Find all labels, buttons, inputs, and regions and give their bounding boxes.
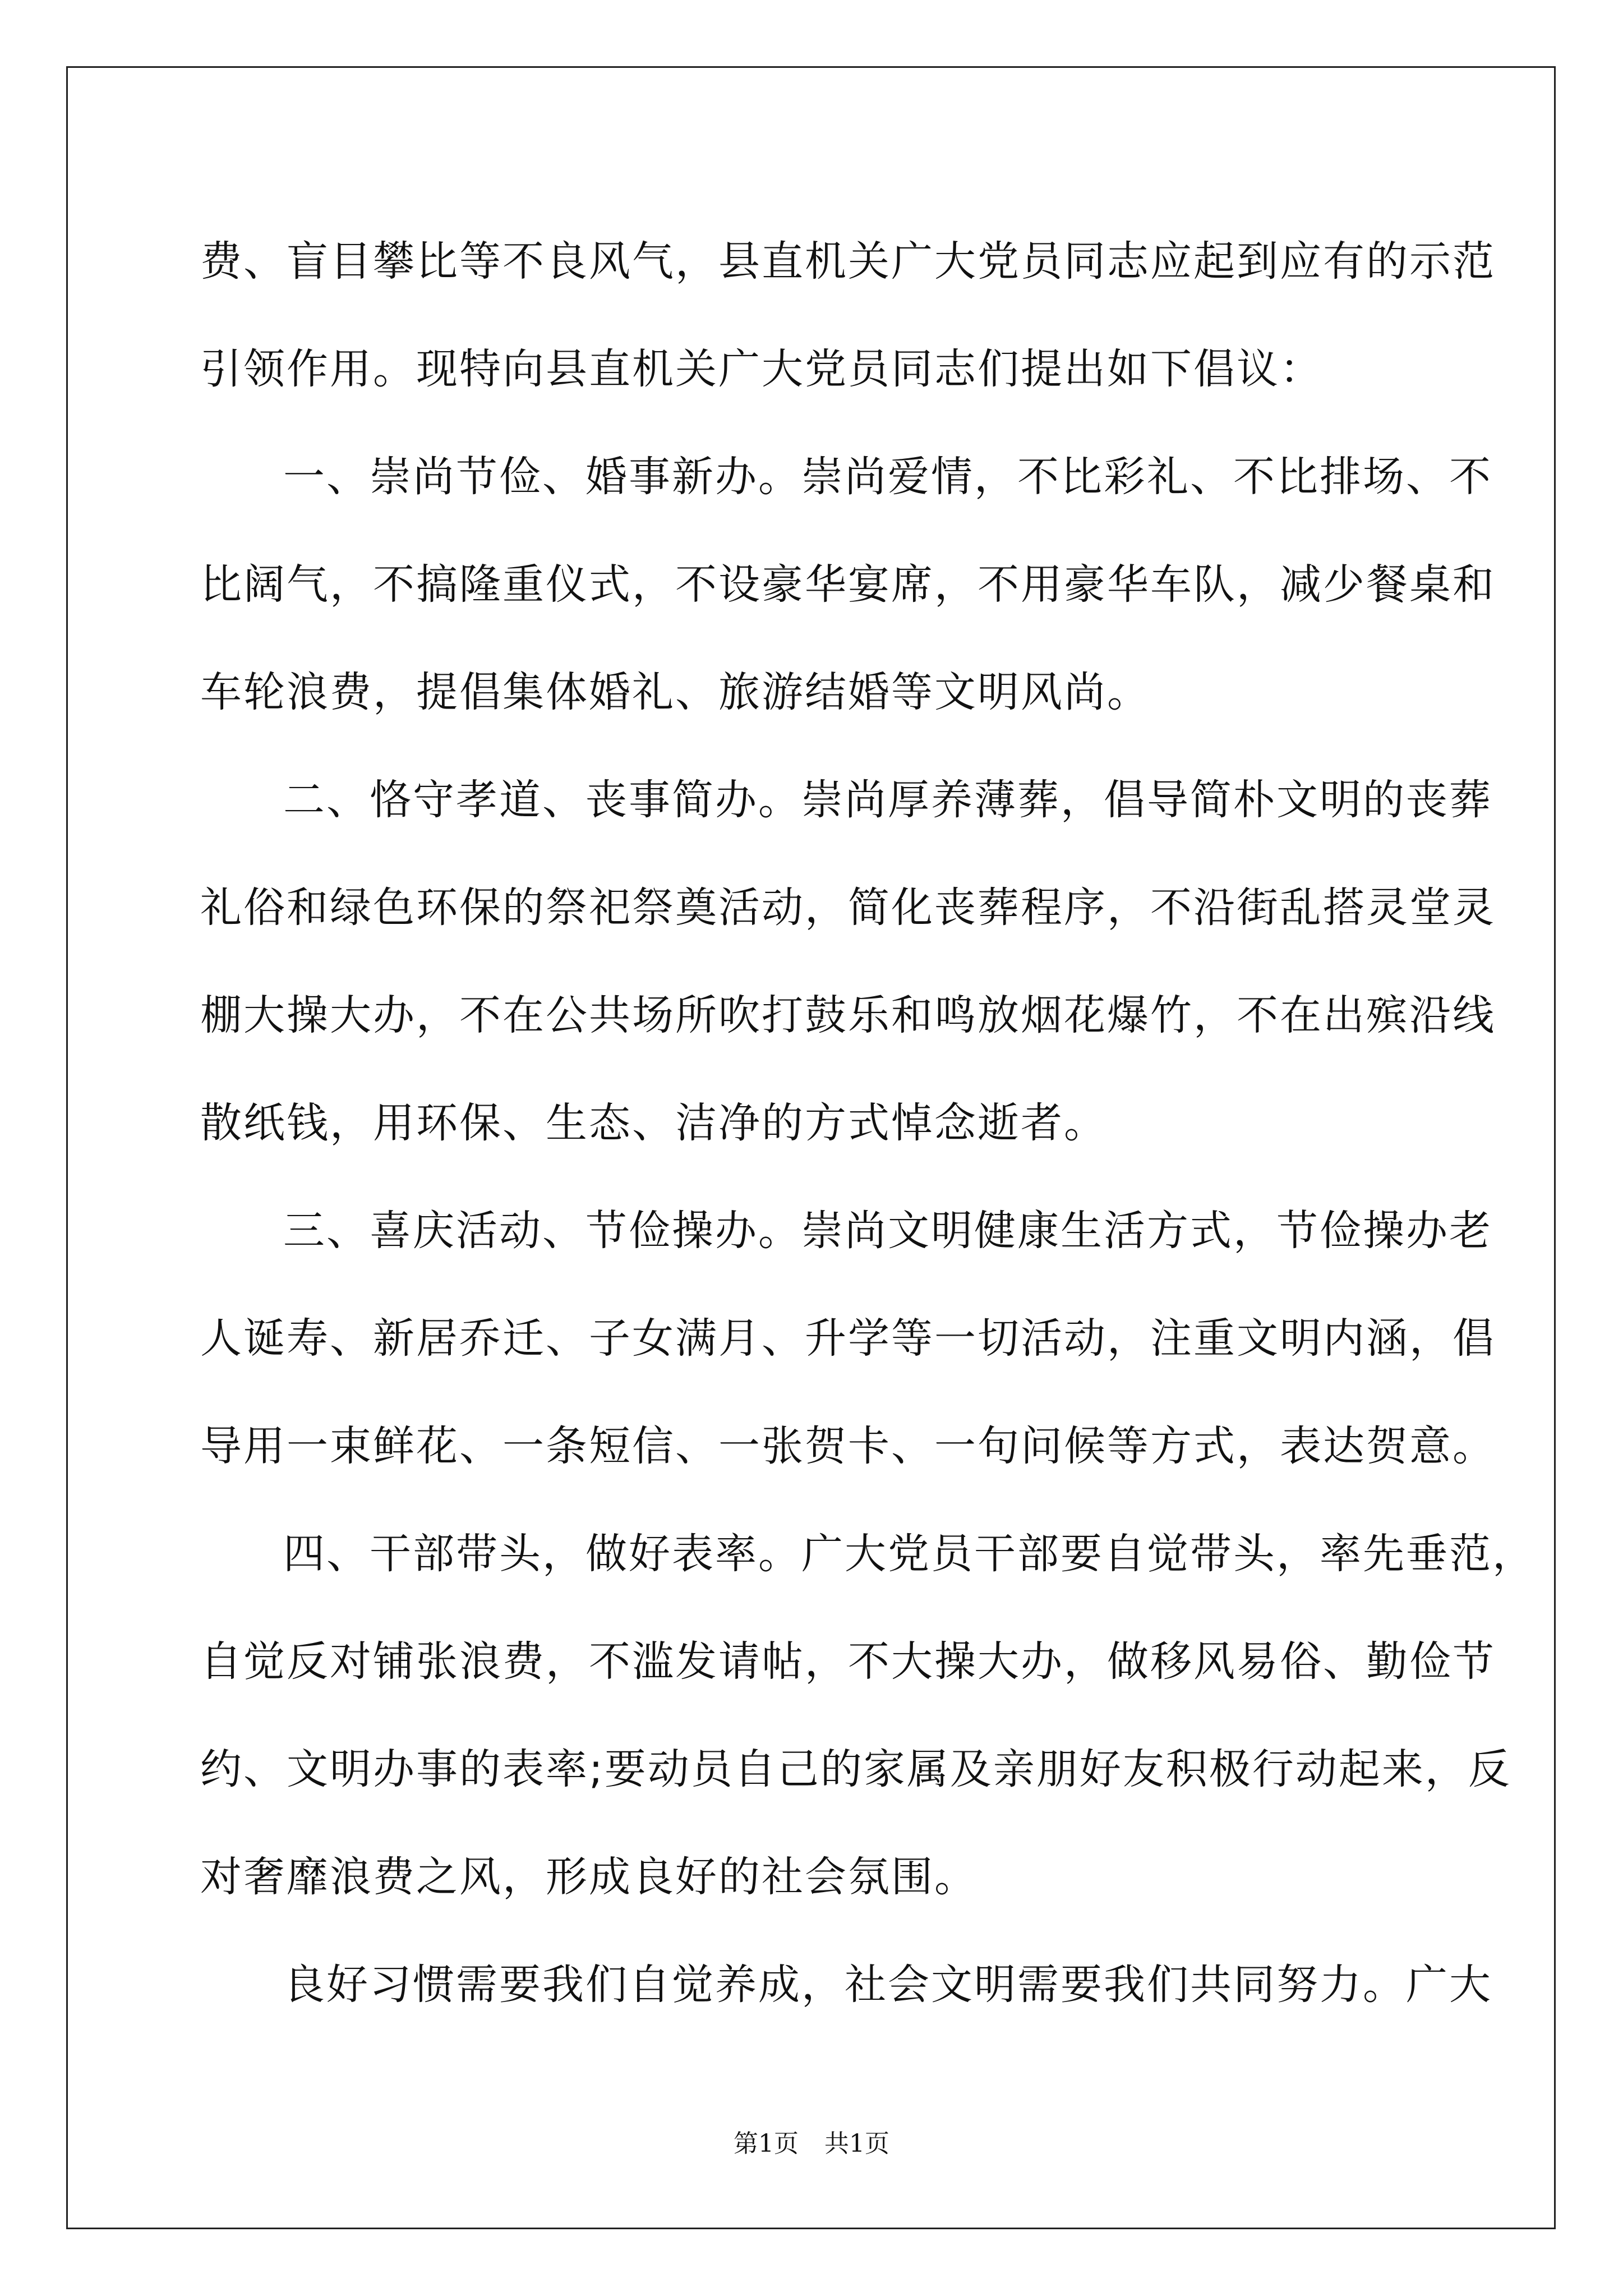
page-number-total: 共1页 [824, 2129, 889, 2158]
text-line-5: 车轮浪费，提倡集体婚礼、旅游结婚等文明风尚。 [200, 668, 1150, 716]
paragraph-5-start: 良好习惯需要我们自觉养成，社会文明需要我们共同努力。广大 [283, 1961, 1492, 2009]
text-line-4: 比阔气，不搞隆重仪式，不设豪华宴席，不用豪华车队，减少餐桌和 [200, 560, 1496, 609]
text-line-14: 自觉反对铺张浪费，不滥发请帖，不大操大办，做移风易俗、勤俭节 [200, 1637, 1496, 1686]
paragraph-3-start: 三、喜庆活动、节俭操办。崇尚文明健康生活方式，节俭操办老 [283, 1207, 1492, 1255]
paragraph-1-start: 一、崇尚节俭、婚事新办。崇尚爱情，不比彩礼、不比排场、不 [283, 453, 1492, 501]
page-number-current: 第1页 [734, 2129, 799, 2158]
text-line-8: 棚大操大办，不在公共场所吹打鼓乐和鸣放烟花爆竹，不在出殡沿线 [200, 991, 1496, 1039]
text-line-7: 礼俗和绿色环保的祭祀祭奠活动，简化丧葬程序，不沿街乱搭灵堂灵 [200, 884, 1496, 932]
text-line-2: 引领作用。现特向县直机关广大党员同志们提出如下倡议： [200, 345, 1323, 393]
text-line-16: 对奢靡浪费之风，形成良好的社会氛围。 [200, 1853, 978, 1901]
paragraph-2-start: 二、恪守孝道、丧事简办。崇尚厚养薄葬，倡导简朴文明的丧葬 [283, 776, 1492, 824]
page-footer [0, 2127, 1623, 2161]
document-body [200, 208, 1536, 2039]
paragraph-4-start: 四、干部带头，做好表率。广大党员干部要自觉带头，率先垂范， [283, 1530, 1536, 1578]
text-line-1: 费、盲目攀比等不良风气，县直机关广大党员同志应起到应有的示范 [200, 237, 1496, 286]
text-line-11: 人诞寿、新居乔迁、子女满月、升学等一切活动，注重文明内涵，倡 [200, 1314, 1496, 1363]
text-line-9: 散纸钱，用环保、生态、洁净的方式悼念逝者。 [200, 1099, 1107, 1147]
text-line-15: 约、文明办事的表率;要动员自己的家属及亲朋好友积极行动起来，反 [200, 1745, 1511, 1793]
text-line-12: 导用一束鲜花、一条短信、一张贺卡、一句问候等方式，表达贺意。 [200, 1422, 1496, 1470]
